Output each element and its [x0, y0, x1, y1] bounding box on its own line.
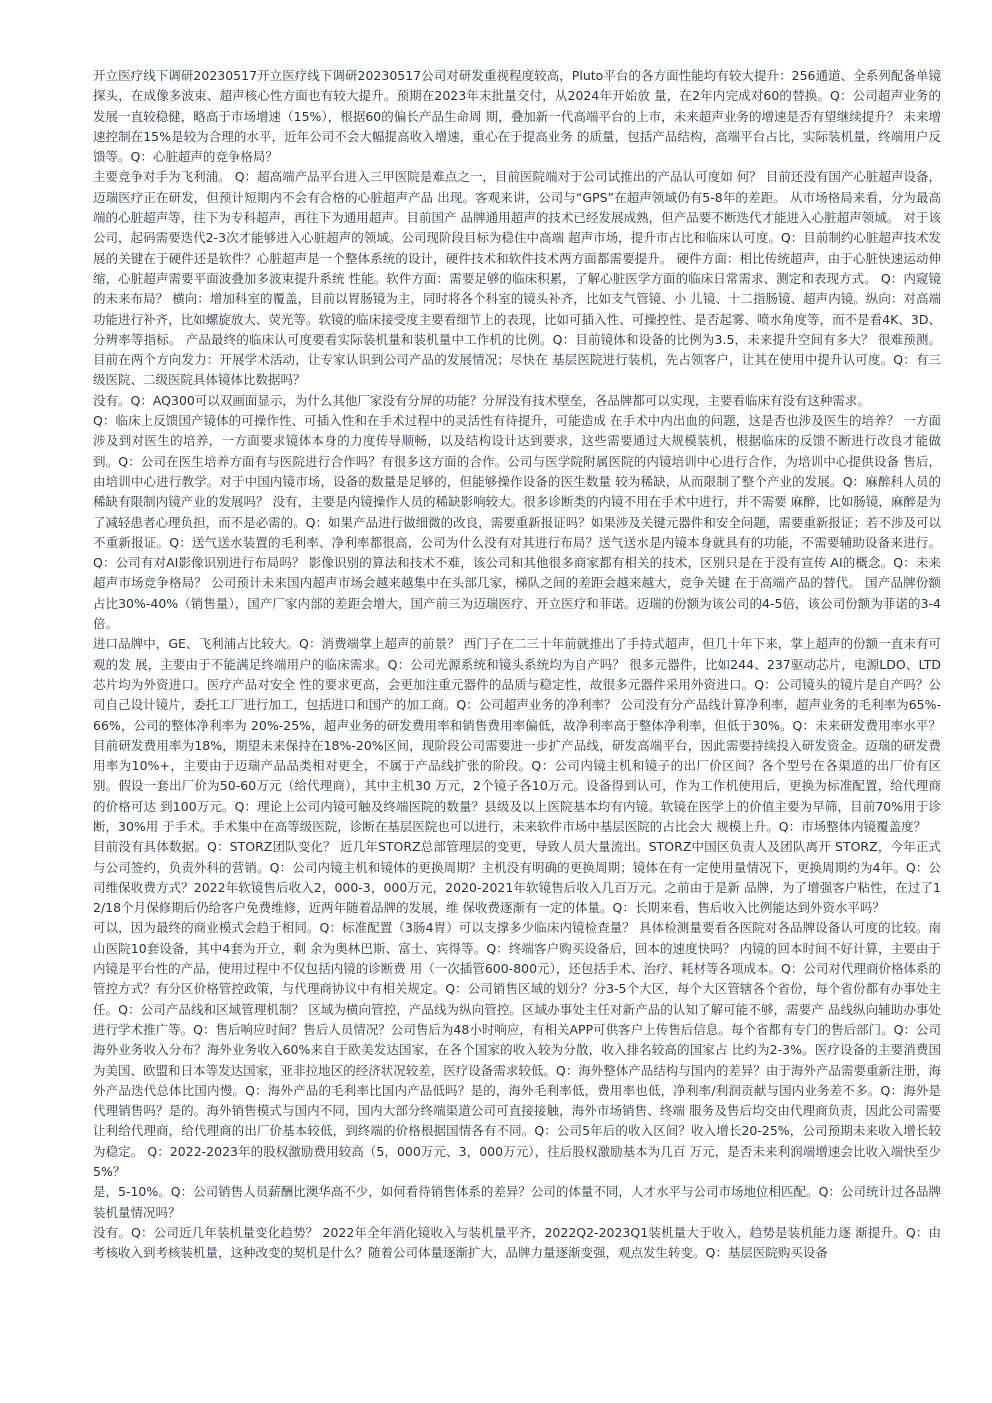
paragraph: 目前没有具体数据。Q：STORZ团队变化？ 近几年STORZ总部管理层的变更，导致人员大量流出。STORZ中国区负责人及团队离开 STORZ，今年正式与公司签约，负责外科的营销。Q：公司内镜主机和镜体的更换周期？主机没有明确的更换周期；镜体在有一定使用量情况下，更换周期约为4年。Q：公司维保收费方式？2022年软镜售后收入2，000-3，000万元，2020-2021年软镜售后收入几百万元。之前由于是新 品牌，为了增强客户粘性，在过了12/18个月保修期后仍给客户免费维修，近两年随着品牌的发展，维 保收费逐渐有一定的体量。Q：长期来看，售后收入比例能达到外资水平吗？: [93, 839, 941, 916]
paragraph: 没有。Q：AQ300可以双画面显示，为什么其他厂家没有分屏的功能？分屏没有技术壁垒，各品牌都可以实现，主要看临床有没有这种需求。: [93, 392, 870, 408]
paragraph: 进口品牌中，GE、飞利浦占比较大。Q：消费端掌上超声的前景？ 西门子在二三十年前就推出了手持式超声，但几十年下来，掌上超声的份额一直未有可观的发 展，主要由于不能满足终端用户的临床需求。Q：公司光源系统和镜头系统均为自产吗？ 很多元器件，比如244、237驱动芯片，电源LDO、LTD芯片均为外资进口。医疗产品对安全 性的要求更高，会更加注重元器件的品质与稳定性，故很多元器件采用外资进口。Q：公司镜头的镜片是自产吗？公司自己设计镜片，委托工厂进行加工，包括进口和国产的加工商。Q：公司超声业务的净利率？ 公司没有分产品线计算净利率，超声业务的毛利率为65%-66%，公司的整体净利率为 20%-25%，超声业务的研发费用率和销售费用率偏低，故净利率高于整体净利率，但低于30%。Q：未来研发费用率水平？ 目前研发费用率为18%，期望未来保持在18%-20%区间，现阶段公司需要进一步扩产品线，研发高端平台，因此需要持续投入研发资金。迈瑞的研发费用率为10%+，主要由于迈瑞产品品类相对更全，不属于产品线扩张的阶段。Q：公司内镜主机和镜子的出厂价区间？各个型号在各渠道的出厂价有区别。假设一套出厂价为50-60万元（给代理商），其中主机30 万元，2个镜子各10万元。设备得到认可，作为工作机使用后，更换为标准配置，给代理商的价格可达 到100万元。Q：理论上公司内镜可触及终端医院的数量？县级及以上医院基本均有内镜。软镜在医学上的价值主要为早筛，目前70%用于诊断，30%用 于手术。手术集中在高等级医院，诊断在基层医院也可以进行，未来软件市场中基层医院的占比会大 规模上升。Q：市场整体内镜覆盖度？: [93, 636, 941, 834]
paragraph: 是，5-10%。Q：公司销售人员薪酬比澳华高不少，如何看待销售体系的差异？公司的体量不同，人才水平与公司市场地位相匹配。Q：公司统计过各品牌装机量情况吗？: [93, 1184, 941, 1220]
document-page: [93, 66, 941, 1366]
paragraph: 主要竞争对手为飞利浦。 Q：超高端产品平台进入三甲医院是难点之一，目前医院端对于公司试推出的产品认可度如 何？ 目前还没有国产心脏超声设备，迈瑞医疗正在研发，但预计短期内不会有合格的心脏超声产品 出现。客观来讲，公司与“GPS”在超声领域仍有5-8年的差距。 从市场格局来看，分为最高端的心脏超声等，往下为专科超声，再往下为通用超声。目前国产 品牌通用超声的技术已经发展成熟，但产品要不断迭代才能进入心脏超声领域。 对于该公司，起码需要迭代2-3次才能够进入心脏超声的领域。公司现阶段目标为稳住中高端 超声市场，提升市占比和临床认可度。Q：目前制约心脏超声技术发展的关键在于硬件还是软件？心脏超声是一个整体系统的设计，硬件技术和软件技术两方面都需要提升。 硬件方面：相比传统超声，由于心脏快速运动伸缩，心脏超声需要平面波叠加多波束提升系统 性能。软件方面：需要足够的临床积累，了解心脏医学方面的临床日常需求、测定和表现方式。 Q：内窥镜的未来布局？ 横向：增加科室的覆盖，目前以胃肠镜为主，同时将各个科室的镜头补齐，比如支气管镜、小 儿镜、十二指肠镜、超声内镜。纵向：对高端功能进行补齐，比如螺旋放大、荧光等。软镜的临床接受度主要看细节上的表现，比如可插入性、可操控性、是否起雾、喷水角度等，而不是看4K、3D、分辨率等指标。 产品最终的临床认可度要看实际装机量和装机量中工作机的比例。Q：目前镜体和设备的比例为3.5，未来提升空间有多大？ 很难预测。目前在两个方向发力：开展学术活动，让专家认识到公司产品的发展情况；尽快在 基层医院进行装机，先占领客户，让其在使用中提升认可度。Q：有三级医院、二级医院具体镜体比数据吗？: [93, 169, 941, 388]
paragraph: 开立医疗线下调研20230517开立医疗线下调研20230517公司对研发重视程度较高，Pluto平台的各方面性能均有较大提升：256通道、全系列配备单镜 探头，在成像多波束、超声核心性方面也有较大提升。预期在2023年末批量交付，从2024年开始放 量，在2年内完成对60的替换。Q：公司超声业务的发展一直较稳健，略高于市场增速（15%），根据60的偏长产品生命周 期，叠加新一代高端平台的上市，未来超声业务的增速是否有望继续提升？ 未来增速控制在15%是较为合理的水平，近年公司不会大幅提高收入增速，重心在于提高业务 的质量，包括产品结构，高端平台占比，实际装机量，终端用户反馈等。Q：心脏超声的竞争格局？: [93, 68, 941, 165]
paragraph: 没有。Q：公司近几年装机量变化趋势？ 2022年全年消化镜收入与装机量平齐，2022Q2-2023Q1装机量大于收入，趋势是装机能力逐 渐提升。Q：由考核收入到考核装机量，这种改变的契机是什么？随着公司体量逐渐扩大，品牌力量逐渐变强，观点发生转变。Q：基层医院购买设备: [93, 1224, 941, 1261]
paragraph: 可以，因为最终的商业模式会趋于相同。Q：标准配置（3肠4胃）可以支撑多少临床内镜检查量？ 具体检测量要看各医院对各品牌设备认可度的比较。南山医院10套设备，其中4套为开立，剩 余为奥林巴斯、富士、宾得等。Q：终端客户购买设备后，回本的速度快吗？ 内镜的回本时间不好计算，主要由于内镜是平台性的产品，使用过程中不仅包括内镜的诊断费 用（一次插管600-800元），还包括手术、治疗、耗材等各项成本。Q：公司对代理商价格体系的管控方式？有分区价格管控政策，与代理商协议中有相关规定。Q：公司销售区域的划分？分3-5个大区，每个大区管辖各个省份，每个省份都有办事处主任。Q：公司产品线和区域管理机制？ 区域为横向管控，产品线为纵向管控。区域办事处主任对新产品的认知了解可能不够，需要产 品线纵向辅助办事处进行学术推广等。Q：售后响应时间？售后人员情况？公司售后为48小时响应，有相关APP可供客户上传售后信息。每个省都有专门的售后部门。Q：公司海外业务收入分布？海外业务收入60%来自于欧美发达国家，在各个国家的收入较为分散，收入排名较高的国家占 比约为2-3%。医疗设备的主要消费国为美国、欧盟和日本等发达国家，亚非拉地区的经济状况较差，医疗设备需求较低。Q：海外整体产品结构与国内的差异？由于海外产品需要重新注册，海外产品迭代总体比国内慢。Q：海外产品的毛利率比国内产品低吗？是的，海外毛利率低，费用率也低，净利率/利润贡献与国内业务差不多。Q：海外是代理销售吗？是的。海外销售模式与国内不同，国内大部分终端渠道公司可直接接触，海外市场销售、终端 服务及售后均交由代理商负责，因此公司需要让利给代理商，给代理商的出厂价基本较低，到终端的价格根据国情各有不同。Q：公司5年后的收入区间？收入增长20-25%，公司预期未来收入增长较为稳定。 Q：2022-2023年的股权激励费用较高（5，000万元、3，000万元），往后股权激励基本为几百 万元，是否未来利润端增速会比收入端快至少5%？: [93, 920, 941, 1180]
paragraph: Q：临床上反馈国产镜体的可操作性、可插入性和在手术过程中的灵活性有待提升，可能造成 在手术中内出血的问题，这是否也涉及医生的培养？ 一方面涉及到对医生的培养，一方面要求镜体本身的力度传导顺畅，以及结构设计达到要求，这些需要通过大规模装机，根据临床的反馈不断进行改良才能做到。Q：公司在医生培养方面有与医院进行合作吗？有很多这方面的合作。公司与医学院附属医院的内镜培训中心进行合作，为培训中心提供设备 售后，由培训中心进行教学。对于中国内镜市场，设备的数量是足够的，但能够操作设备的医生数量 较为稀缺，从而限制了整个产业的发展。Q：麻醉科人员的稀缺有限制内镜产业的发展吗？ 没有，主要是内镜操作人员的稀缺影响较大。很多诊断类的内镜不用在手术中进行，并不需要 麻醉，比如肠镜，麻醉是为了减轻患者心理负担，而不是必需的。Q：如果产品进行做细微的改良，需要重新报证吗？如果涉及关键元器件和安全问题，需要重新报证；若不涉及可以不重新报证。Q：送气送水装置的毛利率、净利率都很高，公司为什么没有对其进行布局？送气送水是内镜本身就具有的功能，不需要辅助设备来进行。Q：公司有对AI影像识别进行布局吗？ 影像识别的算法和技术不难，该公司和其他很多商家都有相关的技术，区别只是在于没有宣传 AI的概念。Q：未来超声市场竞争格局？ 公司预计未来国内超声市场会越来越集中在头部几家，梯队之间的差距会越来越大，竞争关键 在于高端产品的替代。 国产品牌份额占比30%-40%（销售量），国产厂家内部的差距会增大，国产前三为迈瑞医疗、开立医疗和菲诺。迈瑞的份额为该公司的4-5倍，该公司份额为菲诺的3-4倍。: [93, 413, 941, 632]
